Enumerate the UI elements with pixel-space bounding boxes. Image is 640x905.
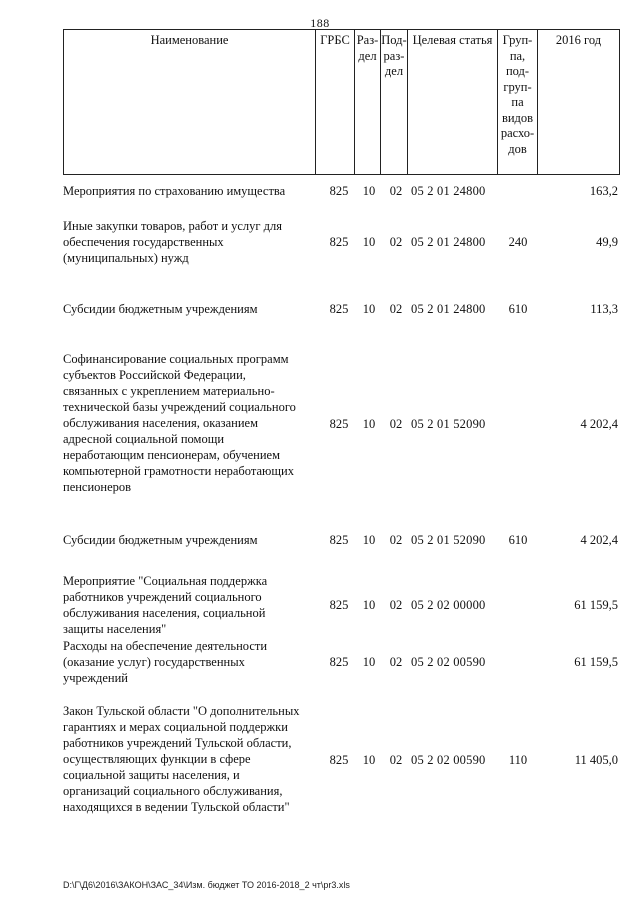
row-name-line: Субсидии бюджетным учреждениям	[63, 302, 258, 316]
row-podrazdel: 02	[389, 598, 403, 612]
header-group	[498, 30, 538, 174]
row-target: 05 2 01 24800	[411, 235, 486, 249]
header-podrazdel-line: Под-	[381, 33, 407, 47]
row-razdel: 10	[362, 753, 376, 767]
header-razdel-line: дел	[358, 48, 377, 63]
row-target: 05 2 02 00000	[411, 598, 486, 612]
header-group-line: под-	[505, 64, 530, 78]
table-header	[63, 29, 620, 175]
page-number: 188	[310, 16, 330, 30]
row-grbs: 825	[329, 417, 349, 431]
row-podrazdel: 02	[389, 753, 403, 767]
header-razdel-line: Раз-	[356, 33, 379, 47]
header-grbs	[316, 30, 355, 174]
header-target-label: Целевая статья	[412, 33, 493, 47]
row-name-line: неработающим пенсионерам, обучением	[63, 448, 280, 462]
file-path-footer: D:\Г\Д6\2016\ЗАКОН\ЗАС_34\Изм. бюджет ТО 2016-2018_2 чт\pr3.xls	[63, 880, 350, 890]
row-name-line: компьютерной грамотности неработающих	[63, 464, 294, 478]
header-year-label: 2016 год	[555, 33, 602, 47]
row-podrazdel: 02	[389, 184, 403, 198]
row-name-line: субъектов Российской Федерации,	[63, 368, 246, 382]
row-razdel: 10	[362, 417, 376, 431]
row-name-line: (оказание услуг) государственных	[63, 655, 245, 669]
row-name	[63, 638, 318, 686]
row-name-line: Субсидии бюджетным учреждениям	[63, 533, 258, 547]
row-amount: 61 159,5	[574, 598, 618, 612]
row-name-line: пенсионеров	[63, 480, 132, 494]
row-target: 05 2 02 00590	[411, 753, 486, 767]
header-group-line: Груп-	[502, 33, 533, 47]
header-podrazdel-line: дел	[384, 64, 404, 78]
row-name-line: Мероприятия по страхованию имущества	[63, 184, 286, 198]
row-name-line: защиты населения"	[63, 622, 167, 636]
row-target: 05 2 01 24800	[411, 302, 486, 316]
header-year	[538, 30, 619, 174]
row-amount: 49,9	[596, 235, 618, 249]
row-name	[63, 703, 318, 815]
row-name-line: Софинансирование социальных программ	[63, 352, 289, 366]
row-name	[63, 351, 318, 495]
header-podrazdel-line: раз-	[383, 48, 405, 63]
row-razdel: 10	[362, 533, 376, 547]
row-name	[63, 573, 318, 637]
header-razdel	[355, 30, 381, 174]
row-vid: 240	[508, 235, 528, 249]
row-name	[63, 532, 318, 548]
row-name-line: Мероприятие "Социальная поддержка	[63, 574, 268, 588]
row-name-line: Иные закупки товаров, работ и услуг для	[63, 219, 283, 233]
row-name-line: социальной защиты населения, и	[63, 768, 240, 782]
row-razdel: 10	[362, 598, 376, 612]
row-amount: 4 202,4	[580, 417, 618, 431]
header-target	[408, 30, 498, 174]
row-amount: 4 202,4	[580, 533, 618, 547]
row-grbs: 825	[329, 598, 349, 612]
row-name-line: работников учреждений социального	[63, 590, 262, 604]
row-name-line: обслуживания населения, социальной	[63, 606, 266, 620]
row-vid: 110	[508, 753, 528, 767]
header-group-line: груп-	[503, 79, 532, 94]
row-name-line: учреждений	[63, 671, 128, 685]
row-amount: 113,3	[590, 302, 618, 316]
row-name-line: связанных с укреплением материально-	[63, 384, 275, 398]
row-podrazdel: 02	[389, 533, 403, 547]
row-grbs: 825	[329, 533, 349, 547]
row-name	[63, 301, 318, 317]
row-grbs: 825	[329, 302, 349, 316]
row-vid: 610	[508, 302, 528, 316]
row-name-line: обслуживания населения, оказанием	[63, 416, 259, 430]
row-grbs: 825	[329, 184, 349, 198]
row-razdel: 10	[362, 655, 376, 669]
header-group-line: расхо-	[500, 126, 535, 140]
header-group-line: па,	[509, 48, 526, 63]
row-podrazdel: 02	[389, 655, 403, 669]
row-grbs: 825	[329, 753, 349, 767]
header-name	[64, 30, 316, 174]
row-name-line: работников учреждений Тульской области,	[63, 736, 292, 750]
row-grbs: 825	[329, 655, 349, 669]
row-target: 05 2 02 00590	[411, 655, 486, 669]
row-razdel: 10	[362, 184, 376, 198]
row-name-line: находящихся в ведении Тульской области"	[63, 800, 290, 814]
row-name-line: адресной социальной помощи	[63, 432, 225, 446]
row-name-line: организаций социального обслуживания,	[63, 784, 283, 798]
row-name-line: Расходы на обеспечение деятельности	[63, 639, 268, 653]
row-podrazdel: 02	[389, 235, 403, 249]
row-grbs: 825	[329, 235, 349, 249]
header-grbs-label: ГРБС	[320, 33, 350, 47]
row-amount: 61 159,5	[574, 655, 618, 669]
row-podrazdel: 02	[389, 417, 403, 431]
header-name-label: Наименование	[150, 33, 229, 47]
row-name-line: осуществляющих функции в сфере	[63, 752, 251, 766]
header-group-line: па	[511, 95, 524, 109]
row-name-line: гарантиях и мерах социальной поддержки	[63, 720, 288, 734]
row-razdel: 10	[362, 235, 376, 249]
row-amount: 163,2	[589, 184, 618, 198]
row-name	[63, 218, 318, 266]
row-target: 05 2 01 24800	[411, 184, 486, 198]
row-vid: 610	[508, 533, 528, 547]
row-name-line: (муниципальных) нужд	[63, 251, 189, 265]
row-podrazdel: 02	[389, 302, 403, 316]
row-name-line: обеспечения государственных	[63, 235, 224, 249]
row-razdel: 10	[362, 302, 376, 316]
row-amount: 11 405,0	[574, 753, 618, 767]
header-group-line: дов	[508, 141, 527, 156]
header-group-line: видов	[501, 110, 534, 125]
row-target: 05 2 01 52090	[411, 417, 486, 431]
row-name	[63, 183, 318, 199]
row-name-line: Закон Тульской области "О дополнительных	[63, 704, 300, 718]
header-podrazdel	[381, 30, 408, 174]
row-name-line: технической базы учреждений социального	[63, 400, 296, 414]
row-target: 05 2 01 52090	[411, 533, 486, 547]
